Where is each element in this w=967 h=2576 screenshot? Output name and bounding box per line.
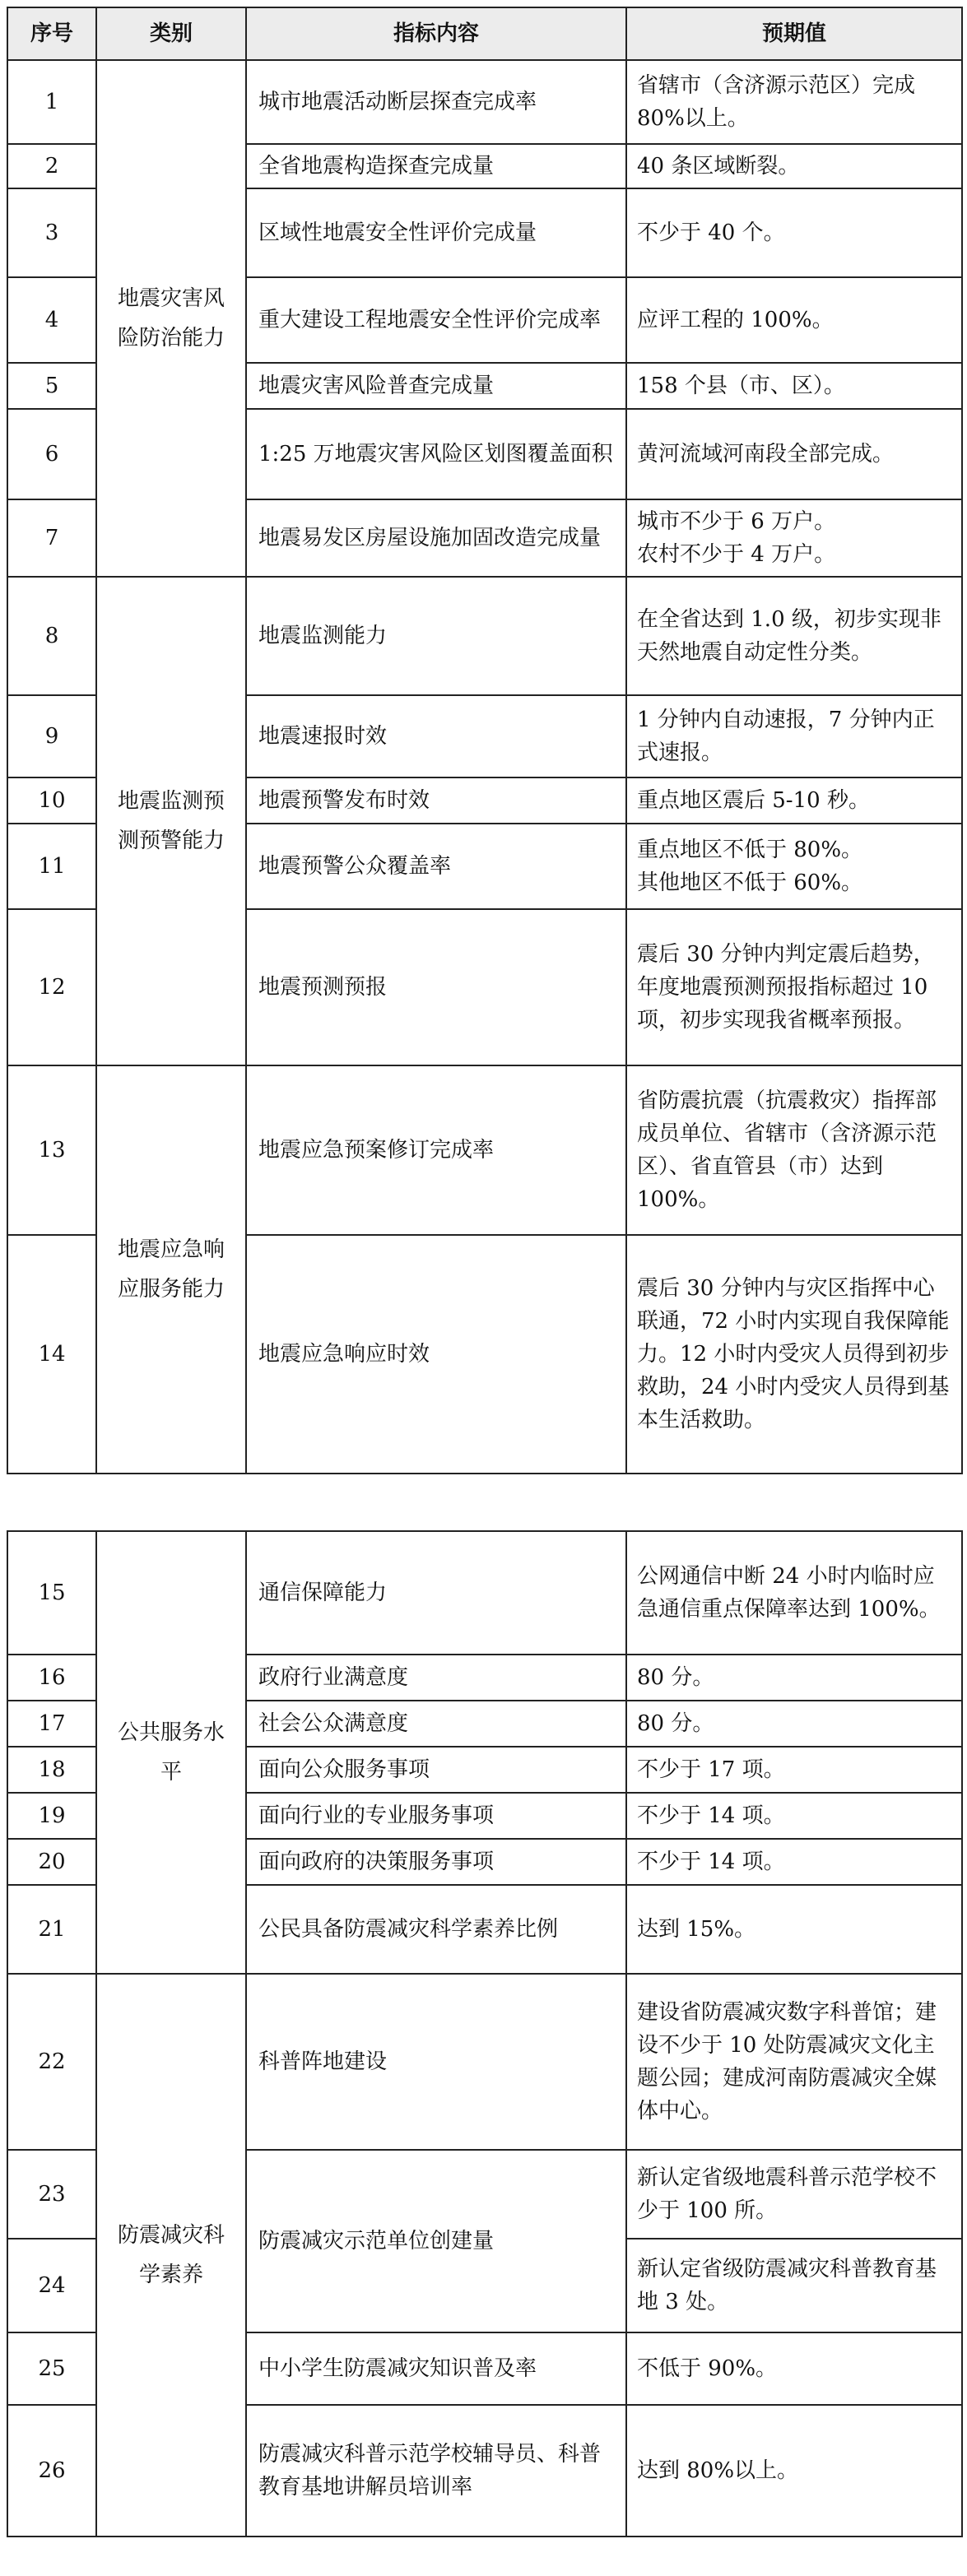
- indicator-cell: 防震减灾科普示范学校辅导员、科普教育基地讲解员培训率: [246, 2405, 626, 2537]
- expected-cell: 不少于 40 个。: [626, 188, 962, 277]
- expected-cell: 新认定省级地震科普示范学校不少于 100 所。: [626, 2150, 962, 2239]
- expected-cell: 应评工程的 100%。: [626, 277, 962, 363]
- table-header-row: [7, 7, 962, 60]
- expected-cell: 40 条区域断裂。: [626, 144, 962, 188]
- expected-cell: 达到 80%以上。: [626, 2405, 962, 2537]
- expected-cell: 158 个县（市、区）。: [626, 363, 962, 409]
- category-cell: [96, 1974, 246, 2537]
- row-no: 1: [7, 60, 96, 144]
- row-no: 14: [7, 1235, 96, 1474]
- row-no: 18: [7, 1747, 96, 1793]
- row-no: 19: [7, 1793, 96, 1839]
- indicator-cell: 重大建设工程地震安全性评价完成率: [246, 277, 626, 363]
- indicator-cell: 地震预警发布时效: [246, 777, 626, 824]
- expected-cell: 1 分钟内自动速报，7 分钟内正式速报。: [626, 695, 962, 777]
- row-no: 17: [7, 1701, 96, 1747]
- indicator-cell: 科普阵地建设: [246, 1974, 626, 2150]
- indicator-cell: 中小学生防震减灾知识普及率: [246, 2332, 626, 2405]
- expected-cell: [626, 499, 962, 577]
- row-no: 15: [7, 1531, 96, 1655]
- row-no: 22: [7, 1974, 96, 2150]
- expected-cell: 省辖市（含济源示范区）完成 80%以上。: [626, 60, 962, 144]
- indicator-cell: 面向行业的专业服务事项: [246, 1793, 626, 1839]
- indicator-cell: 地震易发区房屋设施加固改造完成量: [246, 499, 626, 577]
- indicator-cell: 社会公众满意度: [246, 1701, 626, 1747]
- category-cell: [96, 577, 246, 1065]
- expected-cell: 不少于 14 项。: [626, 1839, 962, 1885]
- category-label: 公共服务水平: [117, 1720, 225, 1785]
- table-row: [7, 1974, 962, 2150]
- expected-cell: 不少于 17 项。: [626, 1747, 962, 1793]
- row-no: 26: [7, 2405, 96, 2537]
- indicator-cell: 地震灾害风险普查完成量: [246, 363, 626, 409]
- expected-cell: [626, 824, 962, 909]
- table-row: [7, 1065, 962, 1235]
- category-label: 地震灾害风险防治能力: [117, 286, 225, 350]
- expected-line: 其他地区不低于 60%。: [637, 870, 863, 895]
- row-no: 25: [7, 2332, 96, 2405]
- expected-cell: 省防震抗震（抗震救灾）指挥部成员单位、省辖市（含济源示范区）、省直管县（市）达到 100%。: [626, 1065, 962, 1235]
- expected-cell: 80 分。: [626, 1701, 962, 1747]
- header-category: 类别: [96, 7, 246, 60]
- expected-cell: 黄河流域河南段全部完成。: [626, 409, 962, 499]
- indicator-cell: 面向公众服务事项: [246, 1747, 626, 1793]
- expected-cell: 80 分。: [626, 1655, 962, 1701]
- table-row: [7, 577, 962, 695]
- category-label: 地震应急响应服务能力: [117, 1237, 225, 1302]
- table-row: [7, 1531, 962, 1655]
- category-cell: [96, 1531, 246, 1974]
- expected-cell: 震后 30 分钟内判定震后趋势，年度地震预测预报指标超过 10 项，初步实现我省概率预报。: [626, 909, 962, 1065]
- indicator-cell: 城市地震活动断层探查完成率: [246, 60, 626, 144]
- expected-cell: 公网通信中断 24 小时内临时应急通信重点保障率达到 100%。: [626, 1531, 962, 1655]
- category-cell: [96, 1065, 246, 1474]
- indicator-cell: 地震预警公众覆盖率: [246, 824, 626, 909]
- indicator-cell: 公民具备防震减灾科学素养比例: [246, 1885, 626, 1974]
- row-no: 5: [7, 363, 96, 409]
- indicator-cell: 地震速报时效: [246, 695, 626, 777]
- row-no: 8: [7, 577, 96, 695]
- row-no: 9: [7, 695, 96, 777]
- expected-cell: 新认定省级防震减灾科普教育基地 3 处。: [626, 2239, 962, 2332]
- row-no: 20: [7, 1839, 96, 1885]
- indicator-cell: 地震应急预案修订完成率: [246, 1065, 626, 1235]
- row-no: 3: [7, 188, 96, 277]
- expected-cell: 建设省防震减灾数字科普馆；建设不少于 10 处防震减灾文化主题公园；建成河南防震减灾全媒体中心。: [626, 1974, 962, 2150]
- category-cell: [96, 60, 246, 577]
- expected-cell: 震后 30 分钟内与灾区指挥中心联通，72 小时内实现自我保障能力。12 小时内受灾人员得到初步救助，24 小时内受灾人员得到基本生活救助。: [626, 1235, 962, 1474]
- indicator-cell: 地震监测能力: [246, 577, 626, 695]
- expected-cell: 不低于 90%。: [626, 2332, 962, 2405]
- row-no: 11: [7, 824, 96, 909]
- indicator-cell: 区域性地震安全性评价完成量: [246, 188, 626, 277]
- indicator-table-part-1: [7, 7, 963, 1474]
- row-no: 4: [7, 277, 96, 363]
- row-no: 2: [7, 144, 96, 188]
- expected-cell: 重点地区震后 5-10 秒。: [626, 777, 962, 824]
- row-no: 24: [7, 2239, 96, 2332]
- row-no: 16: [7, 1655, 96, 1701]
- row-no: 7: [7, 499, 96, 577]
- expected-cell: 不少于 14 项。: [626, 1793, 962, 1839]
- category-label: 地震监测预测预警能力: [117, 789, 225, 853]
- row-no: 13: [7, 1065, 96, 1235]
- row-no: 21: [7, 1885, 96, 1974]
- header-expected: 预期值: [626, 7, 962, 60]
- row-no: 10: [7, 777, 96, 824]
- header-indicator: 指标内容: [246, 7, 626, 60]
- indicator-cell: 政府行业满意度: [246, 1655, 626, 1701]
- indicator-cell: 1:25 万地震灾害风险区划图覆盖面积: [246, 409, 626, 499]
- expected-line: 重点地区不低于 80%。: [637, 838, 863, 862]
- indicator-cell: 面向政府的决策服务事项: [246, 1839, 626, 1885]
- indicator-cell: 地震应急响应时效: [246, 1235, 626, 1474]
- expected-cell: 达到 15%。: [626, 1885, 962, 1974]
- indicator-cell: 防震减灾示范单位创建量: [246, 2150, 626, 2332]
- expected-line: 城市不少于 6 万户。: [637, 509, 836, 534]
- row-no: 12: [7, 909, 96, 1065]
- row-no: 6: [7, 409, 96, 499]
- indicator-cell: 全省地震构造探查完成量: [246, 144, 626, 188]
- header-no: 序号: [7, 7, 96, 60]
- indicator-cell: 通信保障能力: [246, 1531, 626, 1655]
- expected-cell: 在全省达到 1.0 级，初步实现非天然地震自动定性分类。: [626, 577, 962, 695]
- row-no: 23: [7, 2150, 96, 2239]
- category-label: 防震减灾科学素养: [117, 2223, 225, 2287]
- table-row: [7, 60, 962, 144]
- indicator-cell: 地震预测预报: [246, 909, 626, 1065]
- expected-line: 农村不少于 4 万户。: [637, 542, 836, 567]
- indicator-table-part-2: [7, 1530, 963, 2537]
